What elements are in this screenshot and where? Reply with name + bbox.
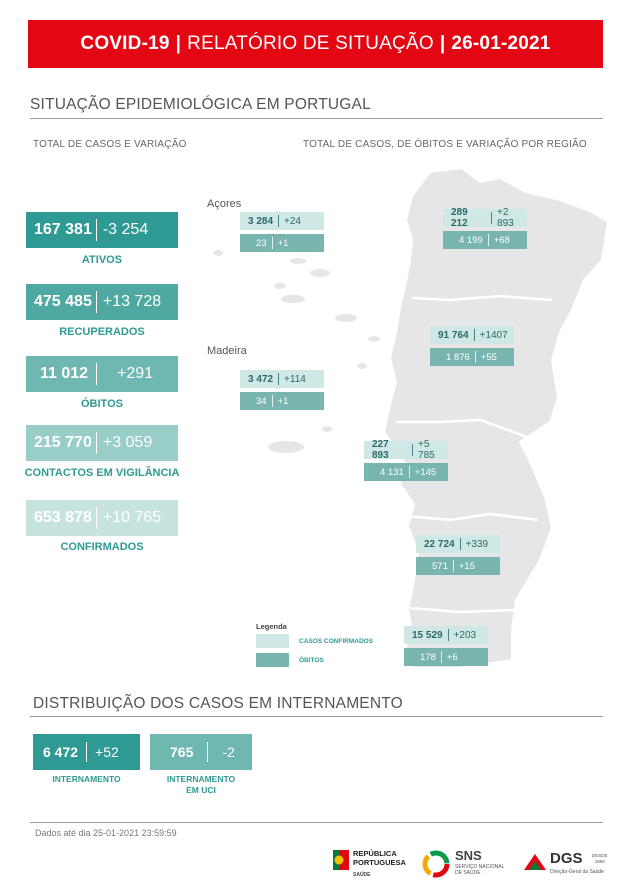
value-divider [448,629,449,641]
footer-rule [30,822,603,823]
cases-variation: +203 [453,629,477,641]
region-cases [240,212,324,230]
kpi-box-obitos [26,356,178,392]
cases-value: 91 764 [438,329,469,341]
logo3-title: DGS [550,850,583,867]
deaths-variation: +145 [414,466,437,478]
value-divider [96,219,97,241]
legend-swatch-cases [256,634,289,648]
cases-variation: +24 [284,215,301,227]
kpi-variation: +3 059 [102,434,153,451]
report-banner [28,20,603,68]
logo1-line1: REPÚBLICA [353,849,397,858]
region-deaths [364,463,448,481]
porto-santo-island [322,426,332,432]
deaths-value: 4 131 [380,466,404,478]
region-box-lvt [364,441,448,481]
legend-label-deaths: ÓBITOS [299,657,324,664]
logo1-line2: PORTUGUESA [353,858,406,867]
cases-value: 289 212 [451,207,468,229]
logo-sns [422,848,514,880]
section-title-epidemiology: SITUAÇÃO EPIDEMIOLÓGICA EM PORTUGAL [30,96,371,113]
azores-island [335,314,357,322]
logo-dgs [522,848,610,880]
region-deaths [430,348,514,366]
sns-ring-icon [422,850,450,878]
value-divider [491,212,492,224]
deaths-variation: +1 [277,395,289,407]
value-divider [272,395,273,407]
deaths-variation: +6 [446,651,458,663]
value-divider [86,742,87,762]
region-name-madeira: Madeira [207,345,247,357]
section-rule [30,118,603,119]
region-deaths [240,392,324,410]
azores-island [281,295,305,303]
region-box-acores [240,212,324,252]
value-divider [475,351,476,363]
banner-separator: | [175,33,182,54]
value-divider [412,444,413,456]
footer-data-note: Dados até dia 25-01-2021 23:59:59 [35,828,177,838]
subheading-regions: TOTAL DE CASOS, DE ÓBITOS E VARIAÇÃO POR REGIÃO [303,139,587,150]
kpi-label-vigilancia: CONTACTOS EM VIGILÂNCIA [24,467,180,479]
deaths-value: 178 [420,651,436,663]
kpi-box-confirmados [26,500,178,536]
kpi-box-ativos [26,212,178,248]
coat-of-arms-icon [333,850,349,870]
legend-swatch-deaths [256,653,289,667]
deaths-value: 4 199 [459,234,483,246]
region-deaths [240,234,324,252]
logo2-title: SNS [455,848,482,863]
region-cases [364,441,448,459]
hospital-box-uci [150,734,252,770]
deaths-variation: +15 [458,560,475,572]
banner-report-title: RELATÓRIO DE SITUAÇÃO [187,33,434,54]
value-divider [96,291,97,313]
hospital-value: 765 [170,744,194,760]
region-deaths [416,557,500,575]
subheading-totals: TOTAL DE CASOS E VARIAÇÃO [33,139,187,150]
value-divider [453,560,454,572]
azores-island [357,363,367,369]
deaths-value: 23 [256,237,267,249]
hospital-variation: +52 [95,744,119,760]
kpi-label-ativos: ATIVOS [81,254,123,266]
logo2-line1: SERVIÇO NACIONAL [455,864,505,870]
kpi-variation: +13 728 [102,293,162,310]
logo3-year: 1899 [594,859,605,864]
banner-covid: COVID-19 [80,33,170,54]
value-divider [207,742,208,762]
azores-island [290,258,306,264]
banner-separator: | [439,33,446,54]
hospital-label-internamento: INTERNAMENTO [52,774,121,784]
deaths-value: 571 [432,560,448,572]
logo3-since: DESDE [592,853,608,858]
kpi-label-obitos: ÓBITOS [81,398,123,410]
value-divider [474,329,475,341]
logo3-line1: Direção-Geral da Saúde [550,869,604,875]
section-rule [30,716,603,717]
cases-value: 15 529 [412,629,443,641]
kpi-label-confirmados: CONFIRMADOS [60,541,144,553]
cases-value: 3 472 [248,373,274,385]
azores-island [310,269,330,277]
value-divider [96,363,97,385]
logo2-line2: DE SAÚDE [455,870,481,876]
kpi-value: 11 012 [40,365,89,382]
cases-variation: +114 [284,373,306,385]
cases-value: 3 284 [248,215,274,227]
region-deaths [404,648,488,666]
deaths-variation: +55 [480,351,497,363]
kpi-value: 475 485 [34,293,92,310]
banner-date: 26-01-2021 [451,33,551,54]
kpi-variation: -3 254 [102,221,149,238]
value-divider [441,651,442,663]
hospital-box-internamento [33,734,140,770]
hospital-label-uci [150,774,252,796]
region-box-norte [443,209,527,249]
kpi-label-recuperados: RECUPERADOS [59,326,145,338]
cases-variation: +5 785 [418,439,435,461]
deaths-variation: +1 [277,237,289,249]
region-deaths [443,231,527,249]
kpi-value: 167 381 [34,221,92,238]
kpi-value: 653 878 [34,509,92,526]
value-divider [460,538,461,550]
azores-island [213,250,223,256]
value-divider [278,373,279,385]
region-box-alentejo [416,535,500,575]
deaths-value: 1 876 [446,351,470,363]
deaths-value: 34 [256,395,267,407]
hospital-variation: -2 [222,744,235,760]
azores-island [274,283,286,289]
kpi-variation: +10 765 [102,509,162,526]
hospital-label-uci-line1: INTERNAMENTO [166,774,236,784]
cases-variation: +1407 [479,329,508,341]
hospital-value: 6 472 [43,744,79,760]
madeira-island [268,441,304,453]
value-divider [278,215,279,227]
kpi-box-recuperados [26,284,178,320]
logo-republica-portuguesa [333,848,413,880]
cases-value: 227 893 [372,439,389,461]
hospital-label-uci-line2: EM UCI [186,785,216,795]
section-title-hospitalization: DISTRIBUIÇÃO DOS CASOS EM INTERNAMENTO [33,695,403,712]
deaths-variation: +68 [493,234,510,246]
value-divider [409,466,410,478]
region-cases [443,209,527,227]
region-name-acores: Açores [207,198,242,210]
region-cases [404,626,488,644]
value-divider [96,507,97,529]
region-box-centro [430,326,514,366]
value-divider [272,237,273,249]
logo1-line3: SAÚDE [353,872,371,878]
kpi-box-vigilancia [26,425,178,461]
value-divider [488,234,489,246]
cases-variation: +2 893 [497,207,514,229]
region-box-madeira [240,370,324,410]
legend-label-cases: CASOS CONFIRMADOS [299,638,374,645]
region-cases [240,370,324,388]
value-divider [96,432,97,454]
cases-value: 22 724 [424,538,455,550]
region-cases [416,535,500,553]
kpi-value: 215 770 [34,434,92,451]
azores-island [368,336,380,342]
region-cases [430,326,514,344]
cases-variation: +339 [465,538,489,550]
dgs-emblem-icon [522,852,548,874]
kpi-variation: +291 [117,365,154,382]
region-box-algarve [404,626,488,666]
legend-title: Legenda [256,622,287,631]
